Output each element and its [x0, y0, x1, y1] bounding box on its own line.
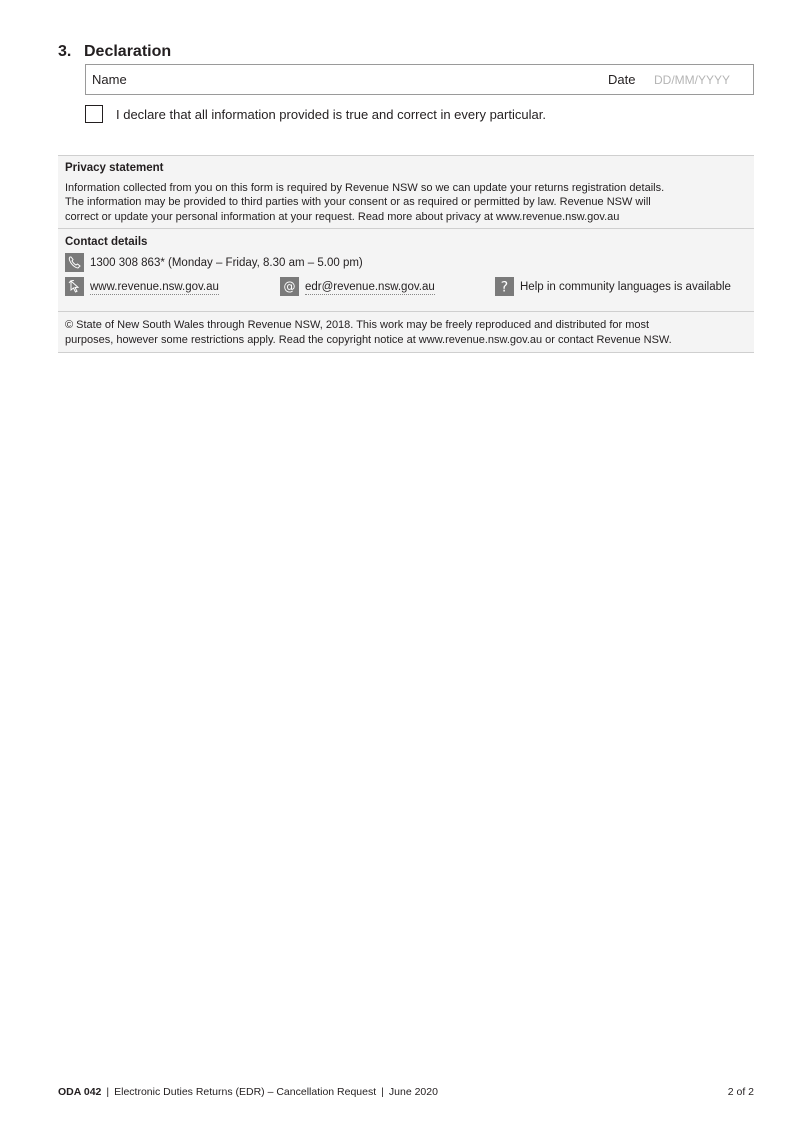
panel-divider — [58, 228, 754, 229]
at-sign-icon — [280, 277, 299, 296]
copyright-notice — [65, 318, 749, 347]
panel-divider — [58, 311, 754, 312]
question-icon — [495, 277, 514, 296]
privacy-line: The information may be provided to third parties with your consent or as required or permitted by law. Revenue NSW will — [65, 196, 651, 209]
form-code: ODA 042 — [58, 1086, 102, 1098]
web-cursor-icon — [65, 277, 84, 296]
phone-icon — [65, 253, 84, 272]
copyright-line: © State of New South Wales through Revenue NSW, 2018. This work may be freely reproduced and distributed for most — [65, 319, 650, 331]
page-number: 2 of 2 — [727, 1086, 754, 1098]
phone-number: 1300 308 863* (Monday – Friday, 8.30 am – 5.00 pm) — [90, 257, 363, 269]
svg-text:?: ? — [500, 279, 509, 294]
name-label: Name — [92, 72, 127, 87]
privacy-text — [65, 181, 749, 224]
info-panel — [58, 155, 754, 353]
privacy-line: correct or update your personal information at your request. Read more about privacy at www.revenue.nsw.gov.au — [65, 210, 620, 223]
section-heading — [58, 43, 171, 61]
privacy-line: Information collected from you on this form is required by Revenue NSW so we can update your returns registration details. — [65, 182, 665, 194]
footer-separator: | — [381, 1086, 384, 1098]
contact-heading: Contact details — [65, 236, 148, 248]
privacy-heading: Privacy statement — [65, 162, 164, 174]
declaration-statement: I declare that all information provided is true and correct in every particular. — [116, 107, 546, 122]
page-footer — [58, 1086, 438, 1098]
svg-text:@: @ — [283, 279, 296, 294]
declaration-checkbox[interactable] — [85, 105, 103, 123]
date-input[interactable] — [648, 69, 748, 91]
copyright-line: purposes, however some restrictions apply. Read the copyright notice at www.revenue.nsw.gov.au or contact Revenue NSW. — [65, 333, 672, 346]
website-link[interactable]: www.revenue.nsw.gov.au — [90, 281, 219, 293]
community-languages-text: Help in community languages is available — [520, 281, 731, 293]
section-title: Declaration — [84, 43, 172, 60]
footer-separator: | — [106, 1086, 110, 1098]
email-link[interactable]: edr@revenue.nsw.gov.au — [305, 281, 435, 293]
name-date-field-group — [85, 64, 754, 95]
section-number: 3. — [58, 43, 72, 60]
form-date: June 2020 — [388, 1086, 438, 1098]
form-title: Electronic Duties Returns (EDR) – Cancellation Request — [114, 1086, 377, 1098]
date-label: Date — [608, 72, 636, 87]
